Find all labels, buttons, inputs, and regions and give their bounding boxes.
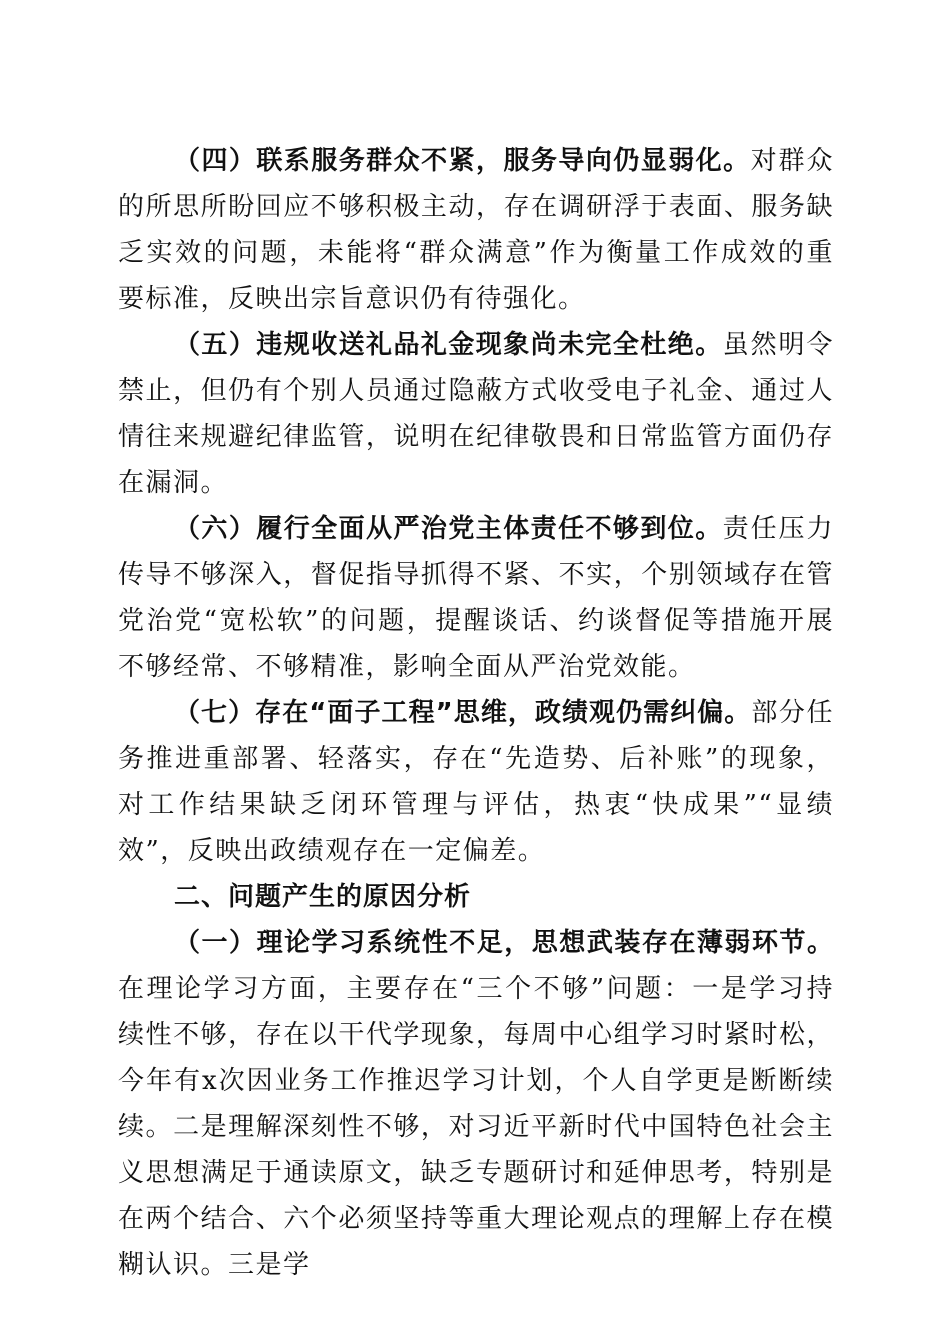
paragraph-4-lead: （四）联系服务群众不紧，服务导向仍显弱化。	[174, 146, 751, 176]
paragraph-6	[118, 506, 834, 690]
paragraph-6-lead: （六）履行全面从严治党主体责任不够到位。	[174, 514, 723, 544]
paragraph-4-text: 对群众的所思所盼回应不够积极主动，存在调研浮于表面、服务缺乏实效的问题，未能将“群众满意”作为衡量工作成效的重要标准，反映出宗旨意识仍有待强化。	[118, 146, 834, 314]
paragraph-6-text: 责任压力传导不够深入，督促指导抓得不紧、不实，个别领域存在管党治党“宽松软”的问题，提醒谈话、约谈督促等措施开展不够经常、不够精准，影响全面从严治党效能。	[118, 514, 834, 682]
cause-paragraph-1	[118, 920, 834, 1288]
paragraph-4	[118, 138, 834, 322]
paragraph-7	[118, 690, 834, 874]
document-body	[118, 138, 834, 1288]
paragraph-7-lead: （七）存在“面子工程”思维，政绩观仍需纠偏。	[174, 698, 752, 728]
paragraph-7-text: 部分任务推进重部署、轻落实，存在“先造势、后补账”的现象，对工作结果缺乏闭环管理与评估，热衷“快成果”“显绩效”，反映出政绩观存在一定偏差。	[118, 698, 834, 866]
section-heading: 二、问题产生的原因分析	[174, 882, 472, 912]
paragraph-5-text: 虽然明令禁止，但仍有个别人员通过隐蔽方式收受电子礼金、通过人情往来规避纪律监管，说明在纪律敬畏和日常监管方面仍存在漏洞。	[118, 330, 834, 498]
cause-paragraph-1-lead: （一）理论学习系统性不足，思想武装存在薄弱环节。	[174, 928, 834, 958]
paragraph-5	[118, 322, 834, 506]
paragraph-5-lead: （五）违规收送礼品礼金现象尚未完全杜绝。	[174, 330, 723, 360]
cause-paragraph-1-text: 在理论学习方面，主要存在“三个不够”问题：一是学习持续性不够，存在以干代学现象，每周中心组学习时紧时松，今年有x次因业务工作推迟学习计划，个人自学更是断断续续。二是理解深刻性不够，对习近平新时代中国特色社会主义思想满足于通读原文，缺乏专题研讨和延伸思考，特别是在两个结合、六个必须坚持等重大理论观点的理解上存在模糊认识。三是学	[118, 974, 834, 1280]
